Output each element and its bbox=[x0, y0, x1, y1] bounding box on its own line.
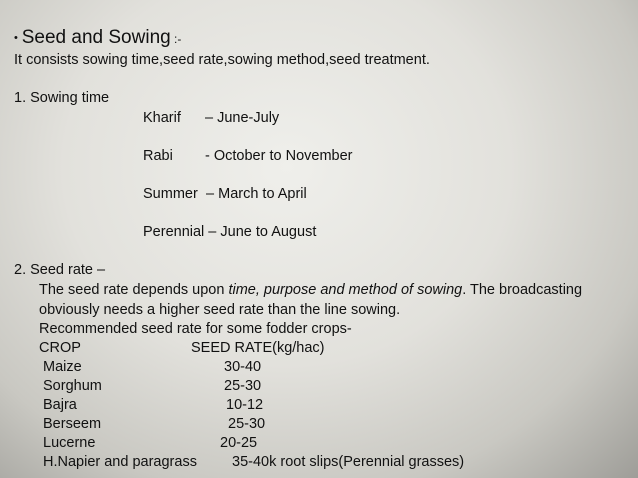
col-header-crop: CROP bbox=[39, 340, 81, 356]
bullet-icon: • bbox=[14, 32, 18, 44]
crop-name: Maize bbox=[43, 359, 82, 375]
title-suffix: :- bbox=[170, 32, 182, 46]
crop-rate: 25-30 bbox=[228, 416, 266, 432]
crop-name: H.Napier and paragrass bbox=[43, 454, 197, 470]
crop-name: Berseem bbox=[43, 416, 102, 432]
season-row-summer bbox=[143, 186, 307, 202]
season-name: Summer bbox=[143, 186, 198, 202]
season-sep: – bbox=[205, 110, 214, 126]
intro-text: It consists sowing time,seed rate,sowing method,seed treatment. bbox=[14, 52, 430, 68]
col-header-rate: SEED RATE(kg/hac) bbox=[191, 340, 325, 356]
season-name: Rabi bbox=[143, 148, 173, 164]
crop-name: Lucerne bbox=[43, 435, 96, 451]
title-text: Seed and Sowing bbox=[21, 27, 171, 48]
season-period: October to November bbox=[213, 148, 353, 164]
para-text: . The broadcasting bbox=[462, 282, 583, 298]
season-period: June to August bbox=[220, 224, 317, 240]
season-name: Kharif bbox=[143, 110, 181, 126]
seed-rate-para-line2: obviously needs a higher seed rate than the line sowing. bbox=[39, 302, 401, 318]
para-text: The seed rate depends upon bbox=[39, 282, 229, 298]
crop-rate: 20-25 bbox=[220, 435, 258, 451]
season-sep: - bbox=[205, 148, 210, 164]
sowing-time-heading: 1. Sowing time bbox=[14, 90, 110, 106]
crop-name: Bajra bbox=[43, 397, 77, 413]
recommended-line: Recommended seed rate for some fodder crops- bbox=[39, 321, 352, 337]
season-row-perennial bbox=[143, 224, 316, 240]
crop-rate: 25-30 bbox=[224, 378, 262, 394]
season-sep: – bbox=[208, 224, 217, 240]
season-period: March to April bbox=[218, 186, 307, 202]
crop-rate: 30-40 bbox=[224, 359, 262, 375]
season-period: June-July bbox=[217, 110, 280, 126]
crop-rate: 10-12 bbox=[226, 397, 264, 413]
slide-title bbox=[14, 27, 181, 49]
season-row-rabi bbox=[143, 148, 353, 164]
season-row-kharif bbox=[143, 110, 279, 126]
season-name: Perennial bbox=[143, 224, 205, 240]
crop-name: Sorghum bbox=[43, 378, 102, 394]
para-italic: time, purpose and method of sowing bbox=[228, 282, 463, 298]
seed-rate-heading: 2. Seed rate – bbox=[14, 262, 106, 278]
seed-rate-para-line1 bbox=[39, 282, 582, 298]
crop-rate: 35-40k root slips(Perennial grasses) bbox=[232, 454, 465, 470]
season-sep: – bbox=[206, 186, 215, 202]
